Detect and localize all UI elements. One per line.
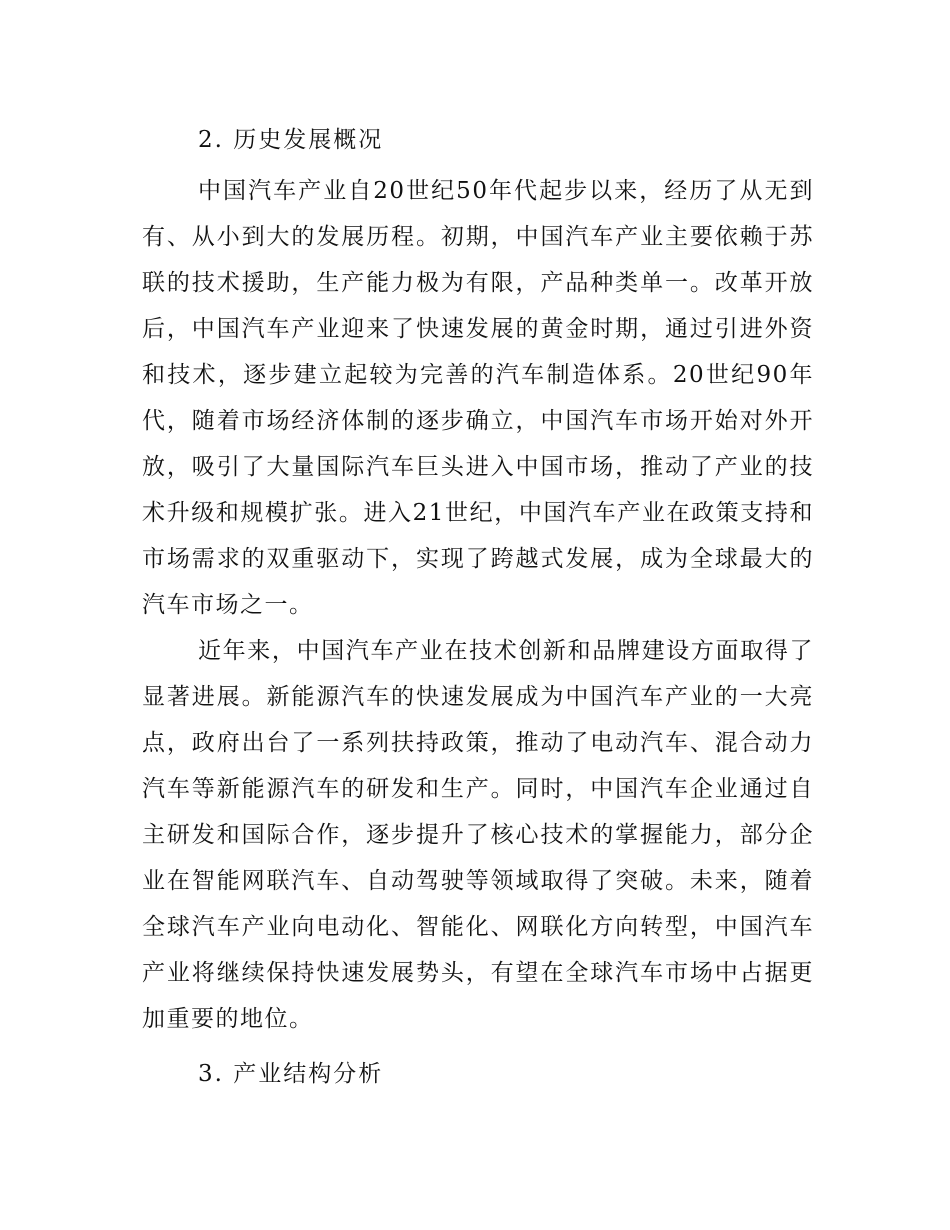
section-heading-history: 2. 历史发展概况 — [198, 127, 384, 153]
paragraph-history-overview: 中国汽车产业自20世纪50年代起步以来，经历了从无到有、从小到大的发展历程。初期，中国汽车产业主要依赖于苏联的技术援助，生产能力极为有限，产品种类单一。改革开放后，中国汽车产业迎来了快速发展的黄金时期，通过引进外资和技术，逐步建立起较为完善的汽车制造体系。20世纪90年代，随着市场经济体制的逐步确立，中国汽车市场开始对外开放，吸引了大量国际汽车巨头进入中国市场，推动了产业的技术升级和规模扩张。进入21世纪，中国汽车产业在政策支持和市场需求的双重驱动下，实现了跨越式发展，成为全球最大的汽车市场之一。 — [142, 178, 814, 618]
document-body — [142, 122, 814, 1102]
paragraph-recent-developments: 近年来，中国汽车产业在技术创新和品牌建设方面取得了显著进展。新能源汽车的快速发展成为中国汽车产业的一大亮点，政府出台了一系列扶持政策，推动了电动汽车、混合动力汽车等新能源汽车的研发和生产。同时，中国汽车企业通过自主研发和国际合作，逐步提升了核心技术的掌握能力，部分企业在智能网联汽车、自动驾驶等领域取得了突破。未来，随着全球汽车产业向电动化、智能化、网联化方向转型，中国汽车产业将继续保持快速发展势头，有望在全球汽车市场中占据更加重要的地位。 — [142, 638, 814, 1032]
section-heading-industry-structure: 3. 产业结构分析 — [198, 1061, 384, 1087]
